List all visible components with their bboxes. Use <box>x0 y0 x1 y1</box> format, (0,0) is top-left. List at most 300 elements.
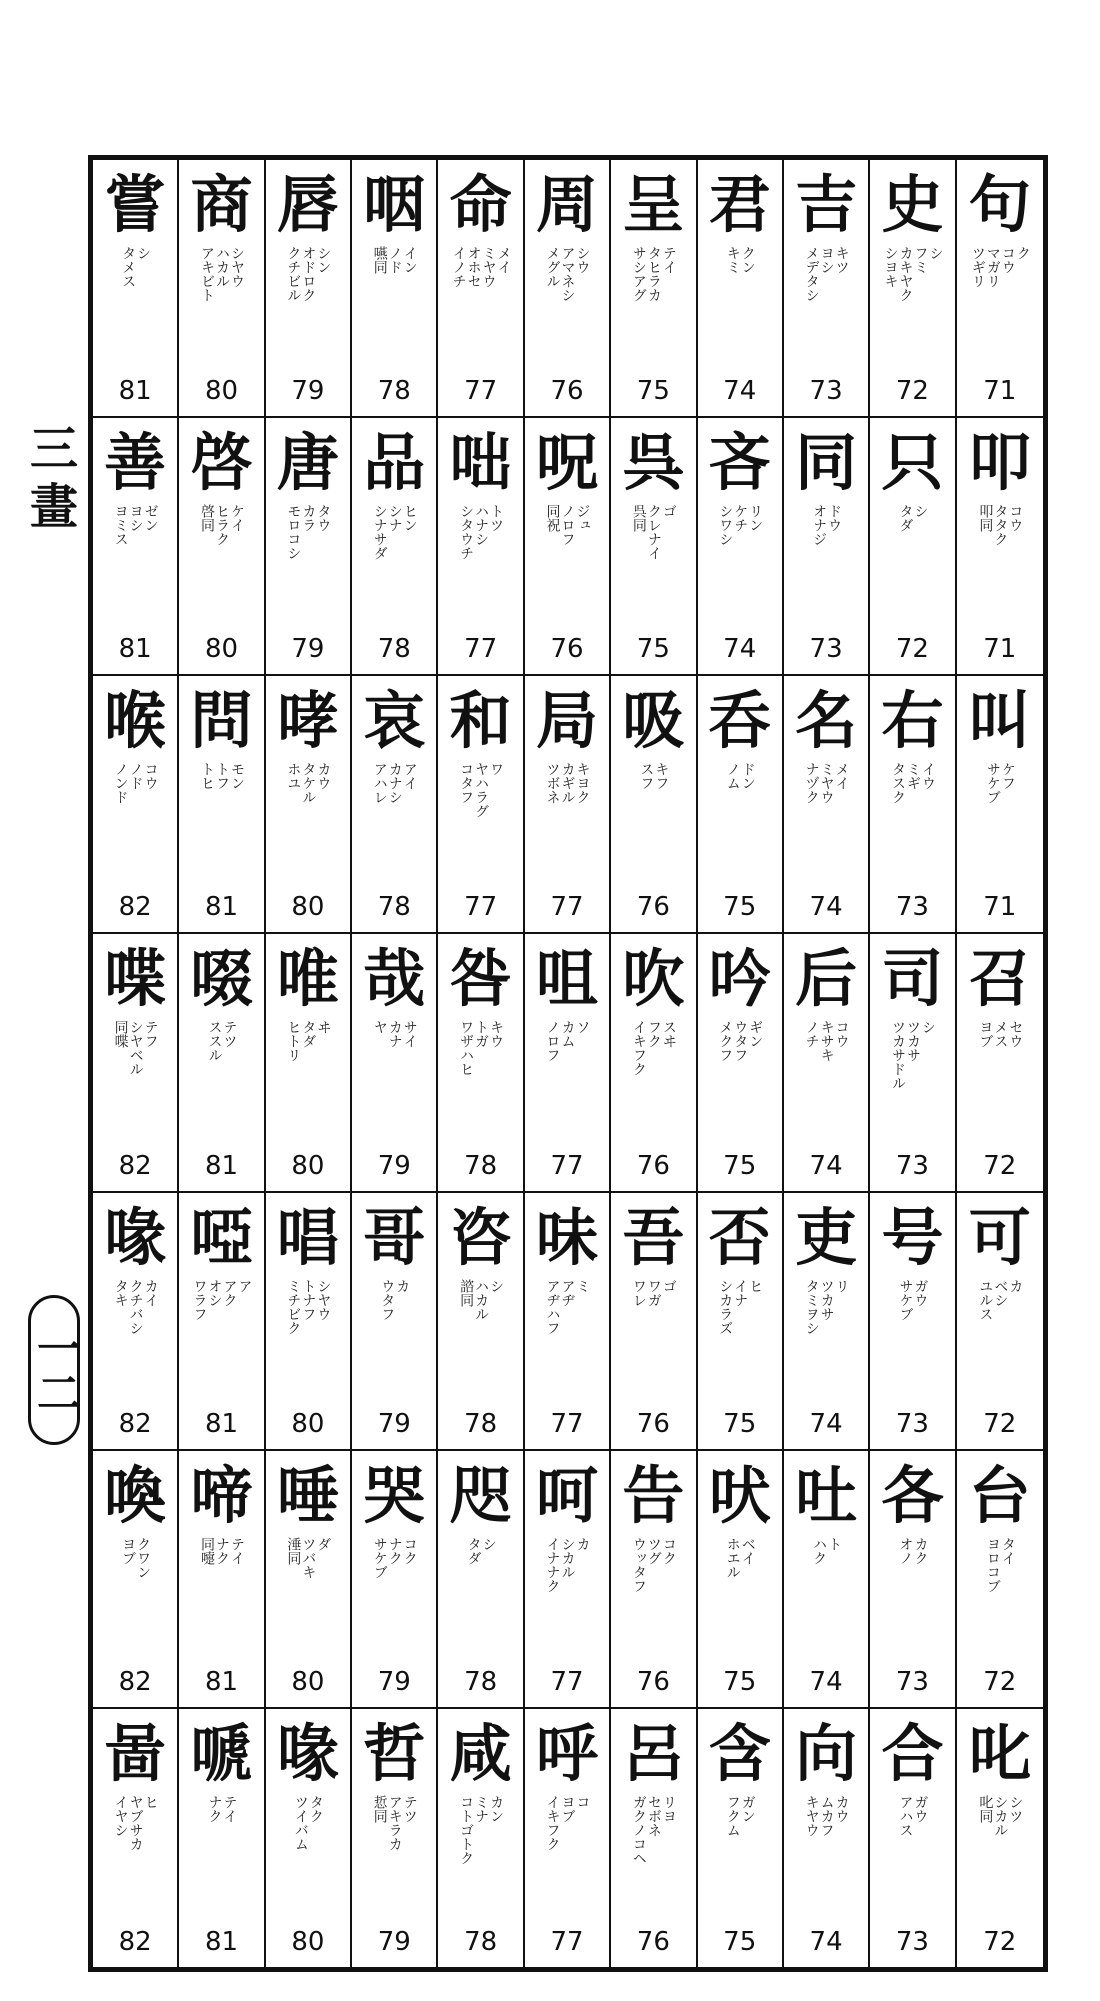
table-cell <box>179 676 265 934</box>
entry-page-number: 82 <box>118 892 152 923</box>
entry-reading: キヨク カギル ツボネ <box>544 762 591 805</box>
entry-reading: ア アク オシ ワラフ <box>191 1278 253 1321</box>
table-cell <box>266 934 352 1192</box>
entry-reading: リン ケチ シワシ <box>717 504 764 547</box>
entry-character: 吟 <box>708 942 771 1016</box>
entry-page-number: 82 <box>118 1926 152 1957</box>
entry-page-number: 72 <box>983 1926 1017 1957</box>
table-cell <box>438 1451 524 1709</box>
entry-reading: ドン ノム <box>724 762 756 791</box>
entry-page-number: 77 <box>550 892 584 923</box>
entry-character: 可 <box>968 1200 1031 1274</box>
entry-page-number: 80 <box>204 376 239 407</box>
entry-reading: タウ カラ モロコシ <box>285 504 332 561</box>
entry-character: 后 <box>795 942 858 1016</box>
entry-character: 啓 <box>190 426 253 500</box>
entry-page-number: 76 <box>636 892 670 923</box>
table-cell <box>93 676 179 934</box>
entry-reading: テツ アキラカ 悊同 <box>371 1794 418 1851</box>
entry-reading: ケフ サケブ <box>984 762 1016 805</box>
entry-page-number: 76 <box>636 1926 670 1957</box>
entry-character: 善 <box>104 426 167 500</box>
entry-reading: ゴ クレナイ 呉同 <box>630 504 677 561</box>
table-cell <box>438 1709 524 1967</box>
entry-reading: シン オドロク クチビル <box>285 246 332 302</box>
table-cell <box>525 676 611 934</box>
entry-character: 史 <box>881 168 944 241</box>
entry-page-number: 74 <box>809 892 843 923</box>
table-cell <box>611 934 697 1192</box>
page-marker: 一二 <box>28 1295 80 1445</box>
entry-page-number: 82 <box>118 1150 152 1181</box>
entry-reading: セウ メス ヨブ <box>977 1020 1024 1049</box>
entry-page-number: 75 <box>723 1150 757 1181</box>
entry-reading: シ タダ <box>465 1536 497 1565</box>
entry-page-number: 76 <box>550 376 584 407</box>
entry-character: 向 <box>795 1716 858 1790</box>
entry-page-number: 80 <box>291 1926 325 1957</box>
entry-reading: ガウ サケブ <box>897 1278 929 1321</box>
table-cell <box>352 1451 438 1709</box>
entry-page-number: 73 <box>895 1150 929 1181</box>
entry-character: 咀 <box>535 942 598 1016</box>
character-table <box>88 155 1048 1972</box>
entry-page-number: 75 <box>723 1408 757 1439</box>
entry-page-number: 79 <box>377 1408 411 1439</box>
entry-reading: タイ ヨロコブ <box>984 1536 1016 1593</box>
entry-reading: イン ノド 嚥同 <box>371 246 418 274</box>
entry-character: 告 <box>622 1458 685 1532</box>
entry-page-number: 71 <box>983 892 1017 923</box>
entry-page-number: 80 <box>291 1408 325 1439</box>
table-cell <box>525 160 611 418</box>
entry-character: 啞 <box>190 1200 253 1274</box>
entry-character: 喉 <box>104 684 167 758</box>
entry-reading: メイ ミヤウ ナヅク <box>803 762 850 805</box>
entry-page-number: 72 <box>983 1666 1017 1697</box>
entry-character: 号 <box>881 1200 944 1274</box>
table-cell <box>525 418 611 676</box>
entry-reading: ヒ イナ シカラズ <box>717 1278 764 1335</box>
entry-page-number: 73 <box>809 376 843 407</box>
table-cell <box>611 160 697 418</box>
table-cell <box>179 934 265 1192</box>
entry-reading: クワン ヨブ <box>120 1536 152 1579</box>
table-cell <box>266 160 352 418</box>
entry-reading: コク ナク サケブ <box>371 1536 418 1579</box>
entry-page-number: 77 <box>464 376 498 407</box>
table-cell <box>611 676 697 934</box>
table-cell <box>957 934 1043 1192</box>
entry-reading: カウ ムカフ キヤウ <box>803 1794 850 1837</box>
table-cell <box>957 418 1043 676</box>
entry-reading: ソ カム ノロフ <box>544 1020 591 1063</box>
entry-reading: テツ ススル <box>206 1020 238 1063</box>
table-cell <box>352 676 438 934</box>
entry-reading: テイ ナク 同嚏 <box>199 1536 246 1565</box>
entry-reading: テイ タヒラカ サシアグ <box>630 246 677 302</box>
entry-page-number: 75 <box>636 634 670 665</box>
table-cell <box>870 160 956 418</box>
entry-character: 叩 <box>968 426 1031 500</box>
table-cell <box>611 418 697 676</box>
section-label-char: 畫 <box>29 479 78 535</box>
entry-character: 句 <box>968 168 1031 241</box>
entry-page-number: 78 <box>464 1926 498 1957</box>
table-cell <box>179 418 265 676</box>
entry-page-number: 79 <box>377 1150 411 1181</box>
entry-page-number: 76 <box>636 1150 670 1181</box>
entry-reading: シ タメス <box>120 246 152 288</box>
entry-reading: ワ ヤハラグ コタフ <box>458 762 505 819</box>
table-cell <box>93 418 179 676</box>
entry-reading: シ ハカル 諮同 <box>458 1278 505 1321</box>
entry-reading: シツ シカル 叱同 <box>977 1794 1024 1837</box>
table-cell <box>266 1451 352 1709</box>
table-cell <box>179 1709 265 1967</box>
entry-reading: カク オノ <box>897 1536 929 1565</box>
entry-character: 唐 <box>276 426 339 500</box>
entry-character: 只 <box>881 426 944 500</box>
entry-character: 叫 <box>968 684 1031 758</box>
entry-character: 和 <box>449 684 512 758</box>
entry-reading: シ タダ <box>897 504 929 533</box>
entry-reading: アイ カナシ アハレ <box>371 762 418 805</box>
entry-reading: ガン フクム <box>724 1794 756 1837</box>
entry-page-number: 80 <box>291 892 325 923</box>
entry-character: 嘗 <box>104 168 167 241</box>
entry-reading: ヒン シナ シナサダ <box>371 504 418 561</box>
table-cell <box>93 1193 179 1451</box>
entry-reading: トツ ハナシ シタウチ <box>458 504 505 561</box>
entry-character: 咫 <box>449 1458 512 1532</box>
entry-character: 唾 <box>276 1458 339 1532</box>
entry-reading: シ フミ カキヤク シヨキ <box>882 246 944 302</box>
entry-character: 局 <box>535 684 598 758</box>
entry-reading: シウ アマネシ メグル <box>544 246 591 302</box>
entry-character: 喋 <box>104 942 167 1016</box>
entry-reading: カイ クチバシ タキ <box>112 1278 159 1335</box>
entry-character: 吝 <box>708 426 771 500</box>
entry-reading: カ シカル イナナク <box>544 1536 591 1593</box>
table-cell <box>93 934 179 1192</box>
entry-page-number: 79 <box>291 634 325 665</box>
entry-reading: ト ハク <box>811 1536 843 1565</box>
entry-character: 啚 <box>104 1716 167 1790</box>
table-cell <box>352 1193 438 1451</box>
entry-page-number: 81 <box>204 1666 239 1697</box>
entry-reading: カ ベシ ユルス <box>977 1278 1024 1321</box>
entry-reading: コ ヨブ イキフク <box>544 1794 591 1851</box>
entry-character: 哲 <box>363 1716 426 1790</box>
entry-character: 哥 <box>363 1200 426 1274</box>
entry-character: 味 <box>535 1200 598 1274</box>
entry-reading: ギン ウタフ メクフ <box>717 1020 764 1063</box>
entry-page-number: 79 <box>377 1926 411 1957</box>
entry-reading: メイ ミヤウ オホセ イノチ <box>450 246 512 288</box>
table-cell <box>438 160 524 418</box>
entry-character: 呑 <box>708 684 771 758</box>
entry-character: 哉 <box>363 942 426 1016</box>
entry-page-number: 78 <box>464 1408 498 1439</box>
table-cell <box>870 934 956 1192</box>
entry-reading: ゼン ヨシ ヨミス <box>112 504 159 547</box>
table-cell <box>352 418 438 676</box>
table-cell <box>698 418 784 676</box>
entry-reading: スヰ フク イキフク <box>630 1020 677 1077</box>
entry-page-number: 73 <box>895 892 929 923</box>
entry-character: 台 <box>968 1458 1031 1532</box>
entry-page-number: 82 <box>118 1408 152 1439</box>
entry-reading: ケイ ヒラク 啓同 <box>199 504 246 547</box>
entry-page-number: 80 <box>204 634 239 665</box>
entry-reading: ガウ アハス <box>897 1794 929 1837</box>
table-cell <box>266 1193 352 1451</box>
entry-character: 咄 <box>449 426 512 500</box>
entry-page-number: 72 <box>895 634 929 665</box>
table-cell <box>870 418 956 676</box>
table-cell <box>870 1709 956 1967</box>
entry-character: 商 <box>190 168 253 241</box>
entry-reading: テイ ナク <box>206 1794 238 1823</box>
table-cell <box>438 1193 524 1451</box>
entry-character: 司 <box>881 942 944 1016</box>
table-cell <box>266 418 352 676</box>
entry-character: 問 <box>190 684 253 758</box>
entry-character: 唱 <box>276 1200 339 1274</box>
table-cell <box>179 160 265 418</box>
entry-reading: イウ ミギ タスク <box>889 762 936 805</box>
entry-character: 各 <box>881 1458 944 1532</box>
table-cell <box>525 934 611 1192</box>
entry-reading: カ ウタフ <box>379 1278 411 1321</box>
table-cell <box>352 1709 438 1967</box>
table-cell <box>525 1451 611 1709</box>
entry-character: 哀 <box>363 684 426 758</box>
entry-page-number: 75 <box>723 1926 757 1957</box>
entry-page-number: 71 <box>983 634 1017 665</box>
entry-page-number: 72 <box>895 376 929 407</box>
entry-page-number: 78 <box>377 634 411 665</box>
entry-character: 吠 <box>708 1458 771 1532</box>
entry-character: 唯 <box>276 942 339 1016</box>
entry-character: 同 <box>795 426 858 500</box>
entry-character: 吹 <box>622 942 685 1016</box>
entry-character: 哭 <box>363 1458 426 1532</box>
entry-reading: ベイ ホエル <box>724 1536 756 1579</box>
entry-character: 叱 <box>968 1716 1031 1790</box>
entry-character: 咨 <box>449 1200 512 1274</box>
entry-reading: コウ キサキ ノチ <box>803 1020 850 1063</box>
entry-character: 吉 <box>795 168 858 241</box>
table-cell <box>784 1451 870 1709</box>
table-cell <box>93 160 179 418</box>
entry-reading: コウ ノド ノンド <box>112 762 159 805</box>
table-cell <box>352 934 438 1192</box>
entry-character: 咸 <box>449 1716 512 1790</box>
entry-reading: ヰ タダ ヒトリ <box>285 1020 332 1063</box>
entry-character: 君 <box>708 168 771 241</box>
entry-page-number: 81 <box>204 892 239 923</box>
entry-page-number: 79 <box>291 376 325 407</box>
table-cell <box>698 1709 784 1967</box>
entry-page-number: 71 <box>983 376 1017 407</box>
table-cell <box>870 676 956 934</box>
entry-page-number: 73 <box>809 634 843 665</box>
entry-reading: キツ ヨシ メデタシ <box>803 246 850 302</box>
entry-reading: テフ シヤベル 同喋 <box>112 1020 159 1077</box>
entry-character: 哮 <box>276 684 339 758</box>
entry-character: 呈 <box>622 168 685 241</box>
entry-page-number: 74 <box>723 634 757 665</box>
entry-reading: リヨ セボネ ガクノコヘ <box>630 1794 677 1865</box>
entry-reading: キフ スフ <box>638 762 670 791</box>
entry-reading: ヒ ヤブサカ イヤシ <box>112 1794 159 1851</box>
entry-page-number: 72 <box>983 1408 1017 1439</box>
entry-page-number: 77 <box>550 1150 584 1181</box>
table-cell <box>957 1709 1043 1967</box>
entry-character: 呼 <box>535 1716 598 1790</box>
entry-character: 喙 <box>276 1716 339 1790</box>
table-cell <box>870 1193 956 1451</box>
entry-page-number: 80 <box>291 1150 325 1181</box>
entry-character: 喚 <box>104 1458 167 1532</box>
entry-reading: ジュ ノロフ 同祝 <box>544 504 591 547</box>
table-cell <box>438 676 524 934</box>
entry-reading: シヤウ ハカル アキビト <box>199 246 246 302</box>
entry-page-number: 74 <box>809 1408 843 1439</box>
entry-page-number: 77 <box>550 1408 584 1439</box>
entry-page-number: 74 <box>809 1150 843 1181</box>
table-cell <box>698 1451 784 1709</box>
section-label-char: 三 <box>29 421 78 477</box>
table-cell <box>698 676 784 934</box>
table-cell <box>784 418 870 676</box>
entry-character: 呂 <box>622 1716 685 1790</box>
entry-page-number: 81 <box>118 634 152 665</box>
entry-reading: ミ アヂ アヂハフ <box>544 1278 591 1335</box>
table-cell <box>266 1709 352 1967</box>
table-cell <box>438 418 524 676</box>
entry-page-number: 78 <box>377 376 411 407</box>
entry-page-number: 74 <box>723 376 757 407</box>
entry-character: 呪 <box>535 426 598 500</box>
entry-reading: ク コウ マガリ ツギリ <box>969 246 1031 288</box>
table-cell <box>698 160 784 418</box>
entry-page-number: 73 <box>895 1666 929 1697</box>
table-cell <box>179 1193 265 1451</box>
entry-character: 右 <box>881 684 944 758</box>
entry-character: 否 <box>708 1200 771 1274</box>
entry-character: 含 <box>708 1716 771 1790</box>
entry-page-number: 78 <box>464 1666 498 1697</box>
entry-character: 啼 <box>190 1458 253 1532</box>
table-cell <box>957 676 1043 934</box>
entry-reading: ゴ ワガ ワレ <box>630 1278 677 1307</box>
entry-character: 吾 <box>622 1200 685 1274</box>
table-cell <box>525 1709 611 1967</box>
entry-page-number: 78 <box>464 1150 498 1181</box>
entry-character: 唇 <box>276 168 339 241</box>
table-cell <box>784 160 870 418</box>
entry-page-number: 81 <box>118 376 152 407</box>
entry-character: 周 <box>535 168 598 241</box>
entry-page-number: 74 <box>809 1666 843 1697</box>
table-cell <box>957 160 1043 418</box>
entry-page-number: 73 <box>895 1408 929 1439</box>
entry-reading: キウ トガ ワザハヒ <box>458 1020 505 1077</box>
section-label <box>28 420 80 536</box>
table-cell <box>957 1193 1043 1451</box>
entry-reading: シヤウ トナフ ミチビク <box>285 1278 332 1335</box>
entry-reading: モン トフ トヒ <box>199 762 246 791</box>
entry-character: 呉 <box>622 426 685 500</box>
table-cell <box>611 1451 697 1709</box>
entry-page-number: 79 <box>377 1666 411 1697</box>
entry-reading: ダ ツバキ 涶同 <box>285 1536 332 1579</box>
entry-character: 合 <box>881 1716 944 1790</box>
entry-character: 召 <box>968 942 1031 1016</box>
entry-page-number: 73 <box>895 1926 929 1957</box>
entry-reading: コク ツグ ウッタフ <box>630 1536 677 1593</box>
entry-character: 吐 <box>795 1458 858 1532</box>
entry-page-number: 77 <box>464 892 498 923</box>
entry-character: 咽 <box>363 168 426 241</box>
entry-page-number: 82 <box>118 1666 152 1697</box>
entry-reading: カウ タケル ホユ <box>285 762 332 805</box>
entry-page-number: 75 <box>723 892 757 923</box>
entry-page-number: 76 <box>636 1408 670 1439</box>
entry-reading: タク ツイバム <box>292 1794 324 1851</box>
table-cell <box>698 1193 784 1451</box>
entry-page-number: 77 <box>550 1666 584 1697</box>
entry-reading: コウ タタク 叩同 <box>977 504 1024 547</box>
table-cell <box>352 160 438 418</box>
entry-character: 嗁 <box>190 1716 253 1790</box>
table-cell <box>438 934 524 1192</box>
entry-character: 呵 <box>535 1458 598 1532</box>
entry-reading: リ ツカサ タミヲシ <box>803 1278 850 1335</box>
table-cell <box>611 1709 697 1967</box>
entry-reading: クン キミ <box>724 246 756 274</box>
entry-page-number: 75 <box>723 1666 757 1697</box>
table-cell <box>179 1451 265 1709</box>
entry-page-number: 80 <box>291 1666 325 1697</box>
entry-page-number: 74 <box>809 1926 843 1957</box>
entry-page-number: 81 <box>204 1926 239 1957</box>
entry-character: 命 <box>449 168 512 241</box>
table-cell <box>784 1193 870 1451</box>
table-cell <box>784 934 870 1192</box>
entry-page-number: 77 <box>550 1926 584 1957</box>
entry-character: 吏 <box>795 1200 858 1274</box>
entry-page-number: 81 <box>204 1408 239 1439</box>
entry-character: 名 <box>795 684 858 758</box>
table-cell <box>93 1709 179 1967</box>
entry-reading: ドウ オナジ <box>811 504 843 547</box>
table-cell <box>957 1451 1043 1709</box>
table-cell <box>784 1709 870 1967</box>
table-cell <box>611 1193 697 1451</box>
entry-page-number: 78 <box>377 892 411 923</box>
entry-page-number: 76 <box>550 634 584 665</box>
table-cell <box>525 1193 611 1451</box>
entry-reading: シ ツカサ ツカサドル <box>889 1020 936 1091</box>
entry-character: 啜 <box>190 942 253 1016</box>
entry-reading: カン ミナ コトゴトク <box>458 1794 505 1865</box>
table-cell <box>266 676 352 934</box>
entry-page-number: 75 <box>636 376 670 407</box>
